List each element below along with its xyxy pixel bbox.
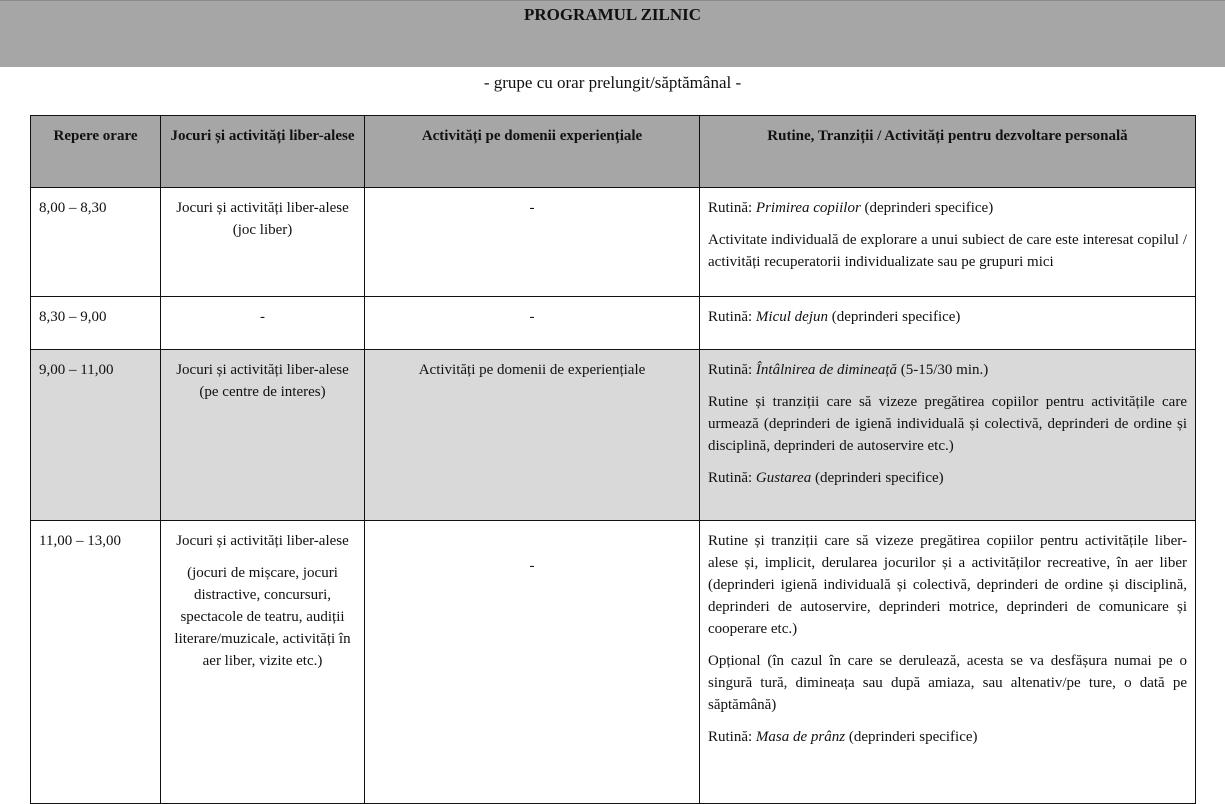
header-routines: Rutine, Tranziții / Activități pentru dezvoltare personală bbox=[700, 116, 1196, 188]
free-play-text: Jocuri și activități liber-alese bbox=[176, 533, 349, 549]
cell-domains: - bbox=[365, 188, 700, 297]
free-play-details: (jocuri de mișcare, jocuri distractive, concursuri, spectacole de teatru, audiții literare/muzicale, activități în aer liber, vizite etc.) bbox=[174, 565, 351, 669]
cell-routines bbox=[700, 297, 1196, 350]
free-play-text: Jocuri și activități liber-alese (pe centre de interes) bbox=[176, 362, 349, 400]
table-row bbox=[31, 188, 1196, 297]
cell-domains: - bbox=[365, 297, 700, 350]
routine-paragraph: Rutină: Masa de prânz (deprinderi specifice) bbox=[708, 729, 978, 745]
routine-paragraph: Opțional (în cazul în care se derulează, acesta se va desfășura numai pe o singură tură, dimineața sau după amiaza, sau altenativ/pe ture, o dată pe săptămână) bbox=[708, 653, 1187, 713]
header-domains: Activități pe domenii experiențiale bbox=[365, 116, 700, 188]
cell-time: 8,00 – 8,30 bbox=[31, 188, 161, 297]
routine-paragraph: Rutină: Gustarea (deprinderi specifice) bbox=[708, 470, 944, 486]
cell-free-play bbox=[161, 188, 365, 297]
routine-paragraph: Rutină: Întâlnirea de dimineață (5-15/30 min.) bbox=[708, 362, 989, 378]
free-play-text: Jocuri și activități liber-alese (joc liber) bbox=[176, 200, 349, 238]
table-row bbox=[31, 297, 1196, 350]
header-free-play: Jocuri și activități liber-alese bbox=[161, 116, 365, 188]
document-title: PROGRAMUL ZILNIC bbox=[523, 5, 702, 24]
cell-free-play bbox=[161, 521, 365, 804]
cell-routines bbox=[700, 350, 1196, 521]
cell-domains: - bbox=[365, 521, 700, 804]
cell-routines bbox=[700, 188, 1196, 297]
cell-time: 9,00 – 11,00 bbox=[31, 350, 161, 521]
cell-domains: Activități pe domenii de experiențiale bbox=[365, 350, 700, 521]
title-band bbox=[0, 0, 1225, 67]
free-play-text: - bbox=[260, 309, 265, 325]
routine-paragraph: Rutine și tranziții care să vizeze pregătirea copiilor pentru activitățile liber-alese și, implicit, derularea jocurilor și a activităților recreative, în aer liber (deprinderi igienă individuală și colectivă, deprinderi de ordine și disciplină, deprinderi de autoservire, deprinderi motrice, deprinderi de comunicare și cooperare etc.) bbox=[708, 533, 1187, 637]
table-row bbox=[31, 521, 1196, 804]
routine-paragraph: Rutină: Micul dejun (deprinderi specifice) bbox=[708, 309, 961, 325]
cell-free-play bbox=[161, 297, 365, 350]
cell-free-play bbox=[161, 350, 365, 521]
document-subtitle: - grupe cu orar prelungit/săptămânal - bbox=[483, 73, 742, 92]
routine-paragraph: Rutină: Primirea copiilor (deprinderi specifice) bbox=[708, 200, 994, 216]
routine-paragraph: Rutine și tranziții care să vizeze pregătirea copiilor pentru activitățile care urmează (deprinderi de igienă individuală și colectivă, deprinderi de ordine și disciplină, deprinderi de autoservire etc.) bbox=[708, 394, 1187, 454]
table-header-row bbox=[31, 116, 1196, 188]
cell-routines bbox=[700, 521, 1196, 804]
cell-time: 11,00 – 13,00 bbox=[31, 521, 161, 804]
table-row bbox=[31, 350, 1196, 521]
cell-time: 8,30 – 9,00 bbox=[31, 297, 161, 350]
header-time: Repere orare bbox=[31, 116, 161, 188]
routine-paragraph: Activitate individuală de explorare a unui subiect de care este interesat copilul / activități recuperatorii individualizate sau pe grupuri mici bbox=[708, 232, 1187, 270]
daily-schedule-table bbox=[30, 115, 1196, 804]
